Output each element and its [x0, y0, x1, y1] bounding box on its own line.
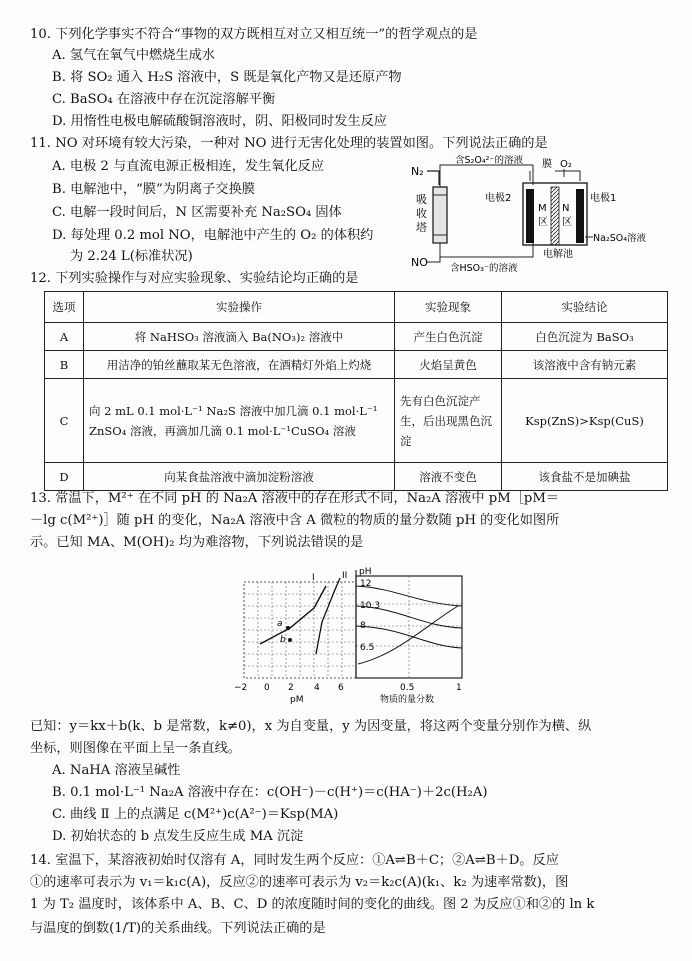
point-a [286, 626, 290, 630]
x-tick-6: 6 [338, 683, 344, 693]
q10-option-b: B. 将 SO₂ 通入 H₂S 溶液中，S 既是氧化产物又是还原产物 [52, 70, 402, 85]
q13-line-3: 示。已知 MA、M(OH)₂ 均为难溶物，下列说法错误的是 [30, 535, 364, 550]
table-row [45, 323, 668, 351]
table-row [45, 351, 668, 379]
q10-option-a: A. 氢气在氧气中燃烧生成水 [52, 48, 215, 63]
point-a-label: a [277, 619, 283, 629]
q11-option-a: A. 电极 2 与直流电源正极相连，发生氧化反应 [52, 159, 325, 174]
q12-stem: 12. 下列实验操作与对应实验现象、实验结论均正确的是 [30, 271, 359, 286]
table-header-row [45, 292, 668, 323]
x-tick-neg2: −2 [234, 683, 248, 693]
q14-line-2: ①的速率可表示为 v₁＝k₁c(A)，反应②的速率可表示为 v₂＝k₂c(A)(k₁、k₂ 为速率常数)，图 [30, 875, 569, 890]
x-tick-1: 1 [456, 683, 462, 693]
row-c-option: C [45, 379, 84, 463]
row-a-option: A [45, 323, 84, 351]
q11-stem: 11. NO 对环境有较大污染，一种对 NO 进行无害化处理的装置如图。下列说法正确的是 [30, 136, 548, 151]
cell-label: 电解池 [543, 249, 573, 260]
curve-i-label: I [312, 573, 315, 583]
row-c-operation: 向 2 mL 0.1 mol·L⁻¹ Na₂S 溶液中加几滴 0.1 mol·L⁻¹ ZnSO₄ 溶液，再滴加几滴 0.1 mol·L⁻¹CuSO₄ 溶液 [84, 379, 395, 463]
q11-option-d-cont: 为 2.24 L(标准状况) [70, 249, 193, 264]
y-tick-8: 8 [360, 621, 366, 631]
q13-option-b: B. 0.1 mol·L⁻¹ Na₂A 溶液中存在：c(OH⁻)－c(H⁺)＝c(HA⁻)＋2c(H₂A) [52, 785, 488, 800]
n-zone-label-2: 区 [562, 217, 572, 228]
x-tick-0-5: 0.5 [400, 683, 415, 693]
na2so4-label: Na₂SO₄溶液 [593, 233, 647, 244]
bottom-pipe [440, 243, 533, 257]
y-tick-6-5: 6.5 [360, 643, 375, 653]
top-pipe [440, 165, 533, 187]
header-option: 选项 [45, 292, 84, 323]
n-zone-label-1: N [562, 203, 570, 214]
m-zone-label-1: M [538, 203, 547, 214]
q14-line-4: 与温度的倒数(1/T)的关系曲线。下列说法正确的是 [30, 921, 326, 936]
row-d-operation: 向某食盐溶液中滴加淀粉溶液 [84, 463, 395, 491]
row-b-phenomenon: 火焰呈黄色 [395, 351, 502, 379]
q13-option-c: C. 曲线 Ⅱ 上的点满足 c(M²⁺)c(A²⁻)＝Ksp(MA) [52, 807, 339, 822]
point-b [288, 638, 292, 642]
row-a-conclusion: 白色沉淀为 BaSO₃ [502, 323, 668, 351]
q13-option-d: D. 初始状态的 b 点发生反应生成 MA 沉淀 [52, 829, 304, 844]
x-axis-pm-label: pM [290, 695, 304, 705]
row-c-conclusion: Ksp(ZnS)>Ksp(CuS) [502, 379, 668, 463]
point-b-label: b [280, 635, 286, 645]
q13-note-2: 坐标，则图像在平面上呈一条直线。 [30, 741, 241, 756]
y-tick-12: 12 [360, 579, 372, 589]
electrode-2 [526, 189, 534, 243]
row-c-phenomenon: 先有白色沉淀产生，后出现黑色沉淀 [395, 379, 502, 463]
pm-gridlines [244, 582, 356, 678]
q13-note-1: 已知：y＝kx＋b(k、b 是常数，k≠0)，x 为自变量，y 为因变量，将这两个变量分别作为横、纵 [30, 719, 592, 734]
q11-option-b: B. 电解池中，“膜”为阴离子交换膜 [52, 182, 255, 197]
electrode-1 [576, 189, 584, 243]
n2-pipe [427, 171, 439, 185]
header-conclusion: 实验结论 [502, 292, 668, 323]
row-d-phenomenon: 溶液不变色 [395, 463, 502, 491]
y-tick-10-3: 10.3 [360, 601, 381, 611]
top-solution-label: 含S₂O₄²⁻的溶液 [455, 155, 523, 166]
row-a-phenomenon: 产生白色沉淀 [395, 323, 502, 351]
table-row [45, 463, 668, 491]
n2-label: N₂ [411, 165, 424, 178]
header-phenomenon: 实验现象 [395, 292, 502, 323]
o2-label: O₂ [560, 159, 572, 170]
row-b-conclusion: 该溶液中含有钠元素 [502, 351, 668, 379]
m-zone-label-2: 区 [538, 217, 548, 228]
electrode-2-label: 电极2 [485, 193, 512, 204]
table-row [45, 379, 668, 463]
q11-option-c: C. 电解一段时间后，N 区需要补充 Na₂SO₄ 固体 [52, 205, 342, 220]
q10-stem: 10. 下列化学事实不符合“事物的双方既相互对立又相互统一”的哲学观点的是 [30, 27, 478, 42]
row-b-operation: 用洁净的铂丝蘸取某无色溶液，在酒精灯外焰上灼烧 [84, 351, 395, 379]
x-tick-4: 4 [314, 683, 320, 693]
header-operation: 实验操作 [84, 292, 395, 323]
tower-label-1: 吸 [416, 193, 427, 206]
row-b-option: B [45, 351, 84, 379]
no-pipe [427, 257, 440, 262]
membrane [551, 187, 559, 245]
q11-option-d: D. 每处理 0.2 mol NO，电解池中产生的 O₂ 的体积约 [52, 228, 374, 243]
tower-label-2: 收 [416, 207, 427, 220]
curve-i [260, 586, 326, 644]
q10-option-d: D. 用惰性电极电解硫酸铜溶液时，阴、阳极同时发生反应 [52, 114, 387, 129]
q13-option-a: A. NaHA 溶液呈碱性 [52, 763, 181, 778]
q10-option-c: C. BaSO₄ 在溶液中存在沉淀溶解平衡 [52, 92, 276, 107]
q14-line-1: 14. 室温下，某溶液初始时仅溶有 A，同时发生两个反应：①A⇌B＋C；②A⇌B＋D。反应 [30, 853, 559, 868]
q14-line-3: 1 为 T₂ 温度时，该体系中 A、B、C、D 的浓度随时间的变化的曲线。图 2 为反应①和②的 ln k [30, 897, 595, 912]
bottom-solution-label: 含HSO₃⁻的溶液 [450, 263, 518, 274]
x-tick-0: 0 [264, 683, 270, 693]
curve-ii-label: II [342, 571, 348, 581]
row-a-operation: 将 NaHSO₃ 溶液滴入 Ba(NO₃)₂ 溶液中 [84, 323, 395, 351]
x-axis-fraction-label: 物质的量分数 [380, 695, 435, 705]
ph-axis-label: pH [359, 567, 372, 577]
no-label: NO [411, 256, 428, 269]
tower-label-3: 塔 [416, 221, 427, 234]
q13-chart [230, 566, 490, 706]
q13-line-2: －lg c(M²⁺)］随 pH 的变化，Na₂A 溶液中含 A 微粒的物质的量分数随 pH 的变化如图所 [30, 513, 560, 528]
x-tick-2: 2 [288, 683, 294, 693]
row-d-conclusion: 该食盐不是加碘盐 [502, 463, 668, 491]
experiment-table [44, 291, 668, 491]
row-d-option: D [45, 463, 84, 491]
electrode-1-label: 电极1 [590, 193, 617, 204]
electrolysis-diagram [405, 155, 675, 275]
membrane-label: 膜 [542, 159, 552, 170]
q13-line-1: 13. 常温下，M²⁺ 在不同 pH 的 Na₂A 溶液中的存在形式不同，Na₂A 溶液中 pM［pM＝ [30, 491, 560, 506]
